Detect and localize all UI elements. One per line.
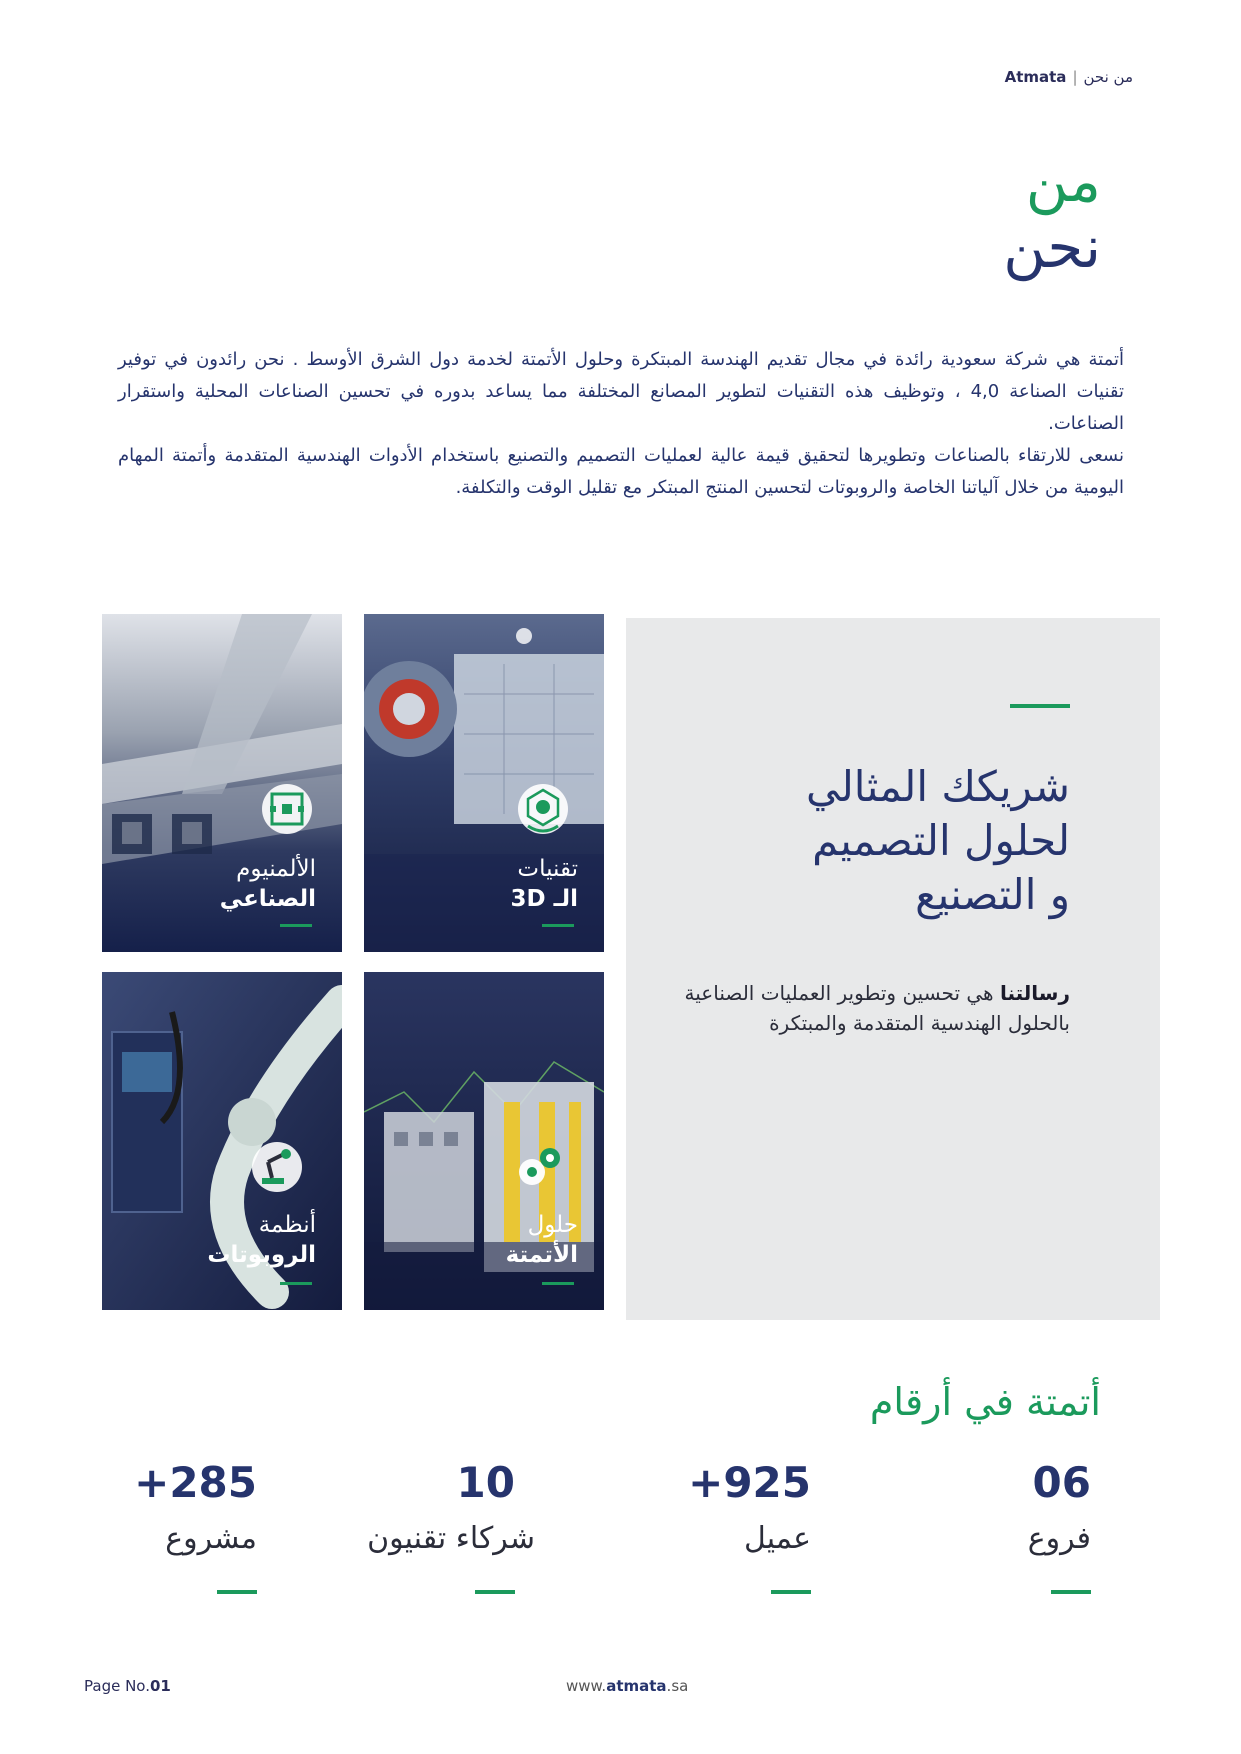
partner-headline-line2: لحلول التصميم: [812, 816, 1070, 865]
stat-tech-partners: [335, 1458, 535, 1594]
page-number-value: 01: [149, 1677, 171, 1695]
tile-aluminium-line2: الصناعي: [219, 886, 316, 912]
3d-rotate-icon: [516, 782, 570, 836]
tile-automation-line2: الأتمتة: [505, 1242, 578, 1268]
stat-clients-value: +925: [688, 1458, 811, 1507]
tile-aluminium-caption: [220, 854, 316, 914]
tile-robot-systems[interactable]: [102, 972, 342, 1310]
tile-automation-accent: [542, 1282, 574, 1285]
stat-projects-value: +285: [134, 1458, 257, 1507]
stat-branches-accent: [1051, 1590, 1091, 1594]
stat-tech-partners-accent: [475, 1590, 515, 1594]
website-prefix: www.: [566, 1677, 607, 1695]
page-header: [1005, 68, 1133, 86]
tile-robot-line2: الروبوتات: [207, 1242, 316, 1268]
partner-headline-line1: شريكك المثالي: [805, 762, 1070, 811]
website-link[interactable]: [566, 1677, 688, 1695]
tile-3d-line2: الـ 3D: [510, 886, 578, 912]
tile-industrial-aluminium[interactable]: [102, 614, 342, 952]
tile-3d-caption: [511, 854, 579, 914]
tile-robot-accent: [280, 1282, 312, 1285]
stat-projects-accent: [217, 1590, 257, 1594]
stat-projects-label: مشروع: [165, 1521, 257, 1556]
stat-clients: [651, 1458, 811, 1594]
tile-3d-line1: تقنيات: [517, 856, 578, 882]
tile-aluminium-line1: الألمنيوم: [236, 856, 316, 882]
stat-clients-label: عميل: [743, 1521, 811, 1556]
gears-icon: [512, 1140, 566, 1194]
robot-arm-icon: [250, 1140, 304, 1194]
tile-robot-line1: أنظمة: [258, 1212, 316, 1238]
stat-projects: [97, 1458, 257, 1594]
page-title: [1003, 148, 1101, 280]
intro-text: [118, 344, 1124, 504]
page-title-line2: نحن: [1003, 213, 1101, 281]
page-title-line1: من: [1025, 147, 1101, 215]
page-number-label: Page No.: [84, 1677, 150, 1695]
mission-label: رسالتنا: [999, 981, 1070, 1005]
tile-robot-caption: [207, 1210, 316, 1270]
stat-tech-partners-label: شركاء تقنيون: [367, 1521, 535, 1556]
tile-3d-technologies[interactable]: [364, 614, 604, 952]
header-brand: Atmata: [1004, 68, 1067, 86]
tile-aluminium-accent: [280, 924, 312, 927]
partner-headline-line3: و التصنيع: [915, 870, 1070, 919]
mission-statement: [670, 978, 1070, 1038]
tile-3d-accent: [542, 924, 574, 927]
tile-automation-solutions[interactable]: [364, 972, 604, 1310]
intro-paragraph-2: نسعى للارتقاء بالصناعات وتطويرها لتحقيق قيمة عالية لعمليات التصميم والتصنيع باستخدام الأدوات الهندسية المتقدمة وأتمتة المهام اليومية من خلال آلياتنا الخاصة والروبوتات لتحسين المنتج المبتكر مع تقليل الوقت والتكلفة.: [118, 445, 1124, 498]
intro-paragraph-1: أتمتة هي شركة سعودية رائدة في مجال تقديم الهندسة المبتكرة وحلول الأتمتة لخدمة دول الشرق الأوسط . نحن رائدون في توفير تقنيات الصناعة 4,0 ، وتوظيف هذه التقنيات لتطوير المصانع المختلفة مما يساعد بدوره في تحسين الصناعات المحلية واستقرار الصناعات.: [118, 349, 1124, 434]
website-brand: atmata: [606, 1677, 667, 1695]
numbers-title: أتمتة في أرقام: [869, 1380, 1101, 1424]
mission-text: هي تحسين وتطوير العمليات الصناعية بالحلول الهندسية المتقدمة والمبتكرة: [684, 981, 1070, 1035]
stat-branches-value: 06: [1032, 1458, 1091, 1507]
stat-tech-partners-value: 10: [456, 1458, 515, 1507]
header-separator: |: [1072, 68, 1078, 86]
tile-automation-line1: حلول: [527, 1212, 578, 1238]
stat-branches-label: فروع: [1027, 1521, 1091, 1556]
tile-automation-caption: [506, 1210, 578, 1270]
stat-clients-accent: [771, 1590, 811, 1594]
page-number: [84, 1677, 171, 1695]
header-section-label: من نحن: [1083, 68, 1133, 86]
stat-branches: [931, 1458, 1091, 1594]
partner-panel: [626, 618, 1160, 1320]
website-suffix: .sa: [666, 1677, 689, 1695]
partner-accent: [1010, 704, 1070, 708]
aluminium-profile-icon: [260, 782, 314, 836]
partner-headline: [806, 760, 1070, 922]
